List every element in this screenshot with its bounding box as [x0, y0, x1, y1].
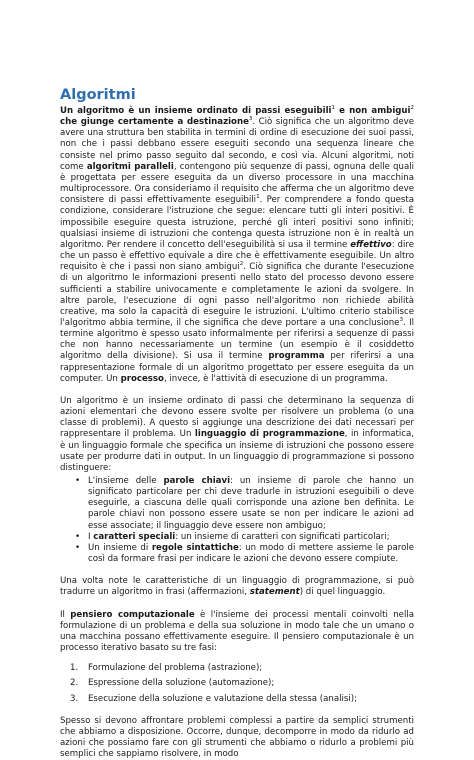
text-run: , invece, è l'attività di esecuzione di un programma.	[163, 373, 388, 384]
term-parallel-algorithms: algoritmi paralleli	[86, 161, 174, 172]
text-run: Un algoritmo è un insieme ordinato di passi che determinano la sequenza di azioni elementari che devono essere svolte per risolvere un problema (o una classe di problemi). A questo si aggiunge una descrizione dei dati necessari per rappresentare il problema. Un	[60, 395, 414, 440]
term-effective: effettivo	[350, 239, 392, 250]
term-syntax-rules: regole sintattiche	[151, 542, 239, 553]
term-keywords: parole chiavi	[163, 476, 231, 486]
list-item: • Un insieme di regole sintattiche: un modo di mettere assieme le parole così da formare frasi per indicare le azioni che devono essere compiute.	[88, 543, 414, 565]
footnote-ref-3: 3	[248, 116, 253, 123]
text-run: per riferirsi a una rappresentazione formale di un algoritmo progettato per essere eseguita da un computer. Un	[60, 351, 414, 384]
definition-bold-3: che giunge certamente a destinazione	[60, 117, 249, 128]
term-special-characters: caratteri speciali	[93, 531, 176, 542]
page-title: Algoritmi	[60, 87, 136, 103]
text-run: , contengono più sequenze di passi, ognuna delle quali è progettata per essere eseguita da un diverso processore in una macchina multiprocessore. Ora consideriamo il requisito che afferma che un algoritmo deve consistere di passi effettivamente eseguibili	[60, 161, 414, 206]
text-run: . Ciò significa che durante l'esecuzione di un algoritmo le informazioni presenti nello stato del processo devono essere sufficienti a stabilire univocamente e completamente le azioni da svolgere. In altre parole, l'esecuzione di ogni passo nell'algoritmo non richiede abilità creative, ma solo la capacità di eseguire le istruzioni. L'ultimo criterio stabilisce l'algoritmo abbia termine, il che significa che deve portare a una conclusione	[60, 262, 414, 328]
list-item: • L'insieme delle parole chiavi: un insieme di parole che hanno un significato particolare per chi deve tradurle in istruzioni eseguibili o deve eseguirle, a ciascuna delle quali corrisponde una azione ben definita. Le parole chiavi non possono essere usate se non per indicare le azioni ad esse associate; il linguaggio deve essere non ambiguo;	[88, 476, 414, 532]
footnote-ref-1: 1	[256, 194, 260, 201]
term-computational-thinking: pensiero computazionale	[70, 609, 195, 620]
paragraph-statements: Una volta note le caratteristiche di un linguaggio di programmazione, si può tradurre un algoritmo in frasi (affermazioni, statement) di quel linguaggio.	[60, 576, 414, 598]
footnote-ref-1: 1	[331, 105, 335, 112]
language-elements-list	[60, 476, 414, 565]
term-program: programma	[268, 351, 325, 362]
definition-bold-2: e non ambigui	[334, 106, 411, 116]
list-item: 3. Esecuzione della soluzione e valutazione della stessa (analisi);	[70, 693, 357, 704]
paragraph-programming-language	[60, 396, 414, 474]
text-run: , in informatica, è un linguaggio formale che specifica un insieme di istruzioni che possono essere usate per produrre dati in output. In un linguaggio di programmazione si possono distinguere:	[60, 429, 414, 473]
term-statement: statement	[249, 587, 300, 598]
paragraph-decomposition: Spesso si devono affrontare problemi complessi a partire da semplici strumenti che abbiamo a disposizione. Occorre, dunque, decomporre in modo da ridurlo ad azioni che possiamo fare con gli strumenti che abbiamo o ridurlo a problemi più semplici che sappiamo risolvere, in modo	[60, 715, 414, 760]
paragraph-algorithm-definition	[60, 106, 414, 385]
paragraph-computational-thinking: Il pensiero computazionale è l'insieme dei processi mentali coinvolti nella formulazione di un problema e della sua soluzione in modo tale che un umano o una macchina possano effettivamente eseguire. Il pensiero computazionale è un processo iterativo basato su tre fasi:	[60, 609, 414, 654]
term-process: processo	[120, 373, 164, 384]
list-item: • I caratteri speciali: un insieme di caratteri con significati particolari;	[88, 532, 414, 543]
text-run: . Il termine algoritmo è spesso usato informalmente per riferirsi a sequenze di passi che non hanno necessariamente un termine (un esempio è il cosiddetto algoritmo della divisione). Si usa il termine	[60, 317, 415, 362]
text-run: . Ciò significa che un algoritmo deve avere una struttura ben stabilita in termini di ordine di esecuzione dei suoi passi, non che i passi debbano essere eseguiti secondo una sequenza lineare che consiste nel primo passo seguito dal secondo, e così via. Alcuni algoritmi, noti come	[60, 117, 414, 172]
footnote-ref-2: 2	[410, 105, 414, 112]
footnote-ref-2: 2	[239, 261, 244, 268]
text-run: . Per comprendere a fondo questa condizione, considerare l'istruzione che segue: elencare tutti gli interi positivi. È impossibile eseguire questa istruzione, perché gli interi positivi sono infiniti; qualsiasi insieme di istruzioni che contenga questa istruzione non è in realtà un algoritmo. Per rendere il concetto dell'eseguibilità si usa il termine	[60, 195, 415, 250]
list-item: 1. Formulazione del problema (astrazione);	[70, 663, 263, 674]
phases-list	[60, 663, 414, 704]
definition-bold-1: Un algoritmo è un insieme ordinato di passi eseguibili	[60, 106, 332, 116]
list-item: 2. Espressione della soluzione (automazione);	[70, 678, 275, 689]
term-programming-language: linguaggio di programmazione	[194, 429, 345, 440]
text-run: : dire che un passo è effettivo equivale a dire che è effettivamente eseguibile. Un altro requisito è che i passi non siano ambigui	[60, 239, 414, 273]
footnote-ref-3: 3	[399, 317, 403, 324]
